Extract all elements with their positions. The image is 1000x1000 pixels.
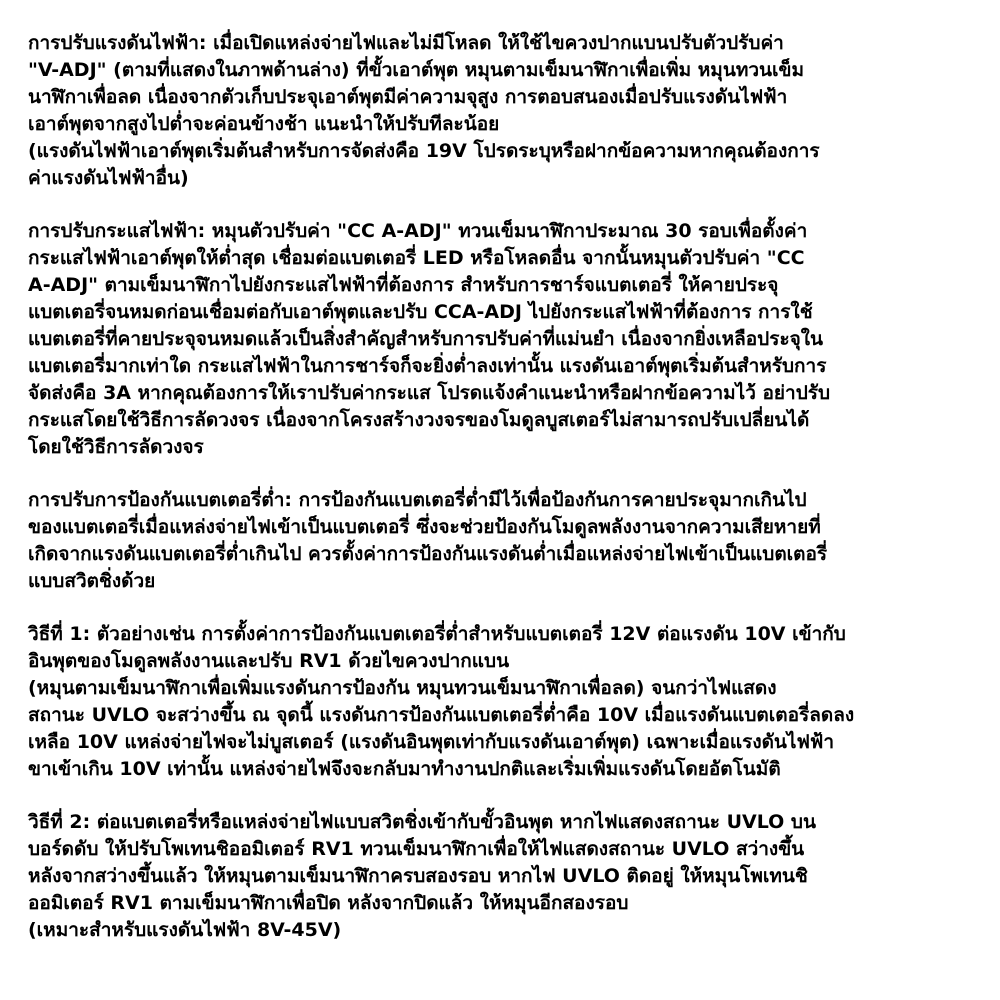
current-adjustment-paragraph bbox=[28, 218, 973, 461]
text-line: การปรับกระแสไฟฟ้า: หมุนตัวปรับค่า "CC A-ADJ" ทวนเข็มนาฬิกาประมาณ 30 รอบเพื่อตั้งค่า bbox=[28, 220, 808, 242]
text-line: วิธีที่ 2: ต่อแบตเตอรี่หรือแหล่งจ่ายไฟแบบสวิตชิ่งเข้ากับขั้วอินพุต หากไฟแสดงสถานะ UVLO บน bbox=[28, 811, 816, 833]
text-line: แบตเตอรี่มากเท่าใด กระแสไฟฟ้าในการชาร์จก็จะยิ่งต่ำลงเท่านั้น แรงดันเอาต์พุตเริ่มต้นสำหรับการ bbox=[28, 355, 827, 377]
text-line: การปรับการป้องกันแบตเตอรี่ต่ำ: การป้องกันแบตเตอรี่ต่ำมีไว้เพื่อป้องกันการคายประจุมากเกินไป bbox=[28, 489, 807, 511]
method-2-paragraph bbox=[28, 809, 973, 944]
text-line: A-ADJ" ตามเข็มนาฬิกาไปยังกระแสไฟฟ้าที่ต้องการ สำหรับการชาร์จแบตเตอรี่ ให้คายประจุ bbox=[28, 274, 779, 296]
text-line: ของแบตเตอรี่เมื่อแหล่งจ่ายไฟเข้าเป็นแบตเตอรี่ ซึ่งจะช่วยป้องกันโมดูลพลังงานจากความเสียหายที่ bbox=[28, 516, 821, 538]
text-line: แบตเตอรี่จนหมดก่อนเชื่อมต่อกับเอาต์พุตและปรับ CCA-ADJ ไปยังกระแสไฟฟ้าที่ต้องการ การใช้ bbox=[28, 301, 813, 323]
text-line: เกิดจากแรงดันแบตเตอรี่ต่ำเกินไป ควรตั้งค่าการป้องกันแรงดันต่ำเมื่อแหล่งจ่ายไฟเข้าเป็นแบตเตอรี่ bbox=[28, 543, 828, 565]
text-line: นาฬิกาเพื่อลด เนื่องจากตัวเก็บประจุเอาต์พุตมีค่าความจุสูง การตอบสนองเมื่อปรับแรงดันไฟฟ้า bbox=[28, 86, 788, 108]
text-line: จัดส่งคือ 3A หากคุณต้องการให้เราปรับค่ากระแส โปรดแจ้งคำแนะนำหรือฝากข้อความไว้ อย่าปรับ bbox=[28, 382, 831, 404]
text-line: "V-ADJ" (ตามที่แสดงในภาพด้านล่าง) ที่ขั้วเอาต์พุต หมุนตามเข็มนาฬิกาเพื่อเพิ่ม หมุนทวนเข็ม bbox=[28, 59, 805, 81]
text-line: แบตเตอรี่ที่คายประจุจนหมดแล้วเป็นสิ่งสำคัญสำหรับการปรับค่าที่แม่นยำ เนื่องจากยิ่งเหลือประจุใน bbox=[28, 328, 824, 350]
voltage-adjustment-paragraph bbox=[28, 30, 973, 192]
text-line: การปรับแรงดันไฟฟ้า: เมื่อเปิดแหล่งจ่ายไฟและไม่มีโหลด ให้ใช้ไขควงปากแบนปรับตัวปรับค่า bbox=[28, 32, 784, 54]
text-line: (เหมาะสำหรับแรงดันไฟฟ้า 8V-45V) bbox=[28, 919, 342, 941]
text-line: บอร์ดดับ ให้ปรับโพเทนชิออมิเตอร์ RV1 ทวนเข็มนาฬิกาเพื่อให้ไฟแสดงสถานะ UVLO สว่างขึ้น bbox=[28, 838, 805, 860]
text-line: โดยใช้วิธีการลัดวงจร bbox=[28, 436, 204, 458]
text-line: อินพุตของโมดูลพลังงานและปรับ RV1 ด้วยไขควงปากแบน bbox=[28, 650, 510, 672]
text-line: เหลือ 10V แหล่งจ่ายไฟจะไม่บูสเตอร์ (แรงดันอินพุตเท่ากับแรงดันเอาต์พุต) เฉพาะเมื่อแรงดันไฟฟ้า bbox=[28, 731, 835, 753]
text-line: กระแสโดยใช้วิธีการลัดวงจร เนื่องจากโครงสร้างวงจรของโมดูลบูสเตอร์ไม่สามารถปรับเปลี่ยนได้ bbox=[28, 409, 810, 431]
text-line: สถานะ UVLO จะสว่างขึ้น ณ จุดนี้ แรงดันการป้องกันแบตเตอรี่ต่ำคือ 10V เมื่อแรงดันแบตเตอรี่ลดลง bbox=[28, 704, 855, 726]
text-line: ออมิเตอร์ RV1 ตามเข็มนาฬิกาเพื่อปิด หลังจากปิดแล้ว ให้หมุนอีกสองรอบ bbox=[28, 892, 629, 914]
text-line: เอาต์พุตจากสูงไปต่ำจะค่อนข้างช้า แนะนำให้ปรับทีละน้อย bbox=[28, 113, 500, 135]
low-battery-protection-paragraph bbox=[28, 487, 973, 595]
text-line: แบบสวิตชิ่งด้วย bbox=[28, 570, 156, 592]
text-line: (แรงดันไฟฟ้าเอาต์พุตเริ่มต้นสำหรับการจัดส่งคือ 19V โปรดระบุหรือฝากข้อความหากคุณต้องการ bbox=[28, 140, 820, 162]
text-line: วิธีที่ 1: ตัวอย่างเช่น การตั้งค่าการป้องกันแบตเตอรี่ต่ำสำหรับแบตเตอรี่ 12V ต่อแรงดัน 10V เข้ากับ bbox=[28, 623, 846, 645]
text-line: กระแสไฟฟ้าเอาต์พุตให้ต่ำสุด เชื่อมต่อแบตเตอรี่ LED หรือโหลดอื่น จากนั้นหมุนตัวปรับค่า "CC bbox=[28, 247, 805, 269]
text-line: (หมุนตามเข็มนาฬิกาเพื่อเพิ่มแรงดันการป้องกัน หมุนทวนเข็มนาฬิกาเพื่อลด) จนกว่าไฟแสดง bbox=[28, 677, 777, 699]
text-line: ขาเข้าเกิน 10V เท่านั้น แหล่งจ่ายไฟจึงจะกลับมาทำงานปกติและเริ่มเพิ่มแรงดันโดยอัตโนมัติ bbox=[28, 758, 781, 780]
instruction-document bbox=[28, 30, 973, 970]
text-line: หลังจากสว่างขึ้นแล้ว ให้หมุนตามเข็มนาฬิกาครบสองรอบ หากไฟ UVLO ติดอยู่ ให้หมุนโพเทนชิ bbox=[28, 865, 808, 887]
method-1-paragraph bbox=[28, 621, 973, 783]
text-line: ค่าแรงดันไฟฟ้าอื่น) bbox=[28, 167, 189, 189]
